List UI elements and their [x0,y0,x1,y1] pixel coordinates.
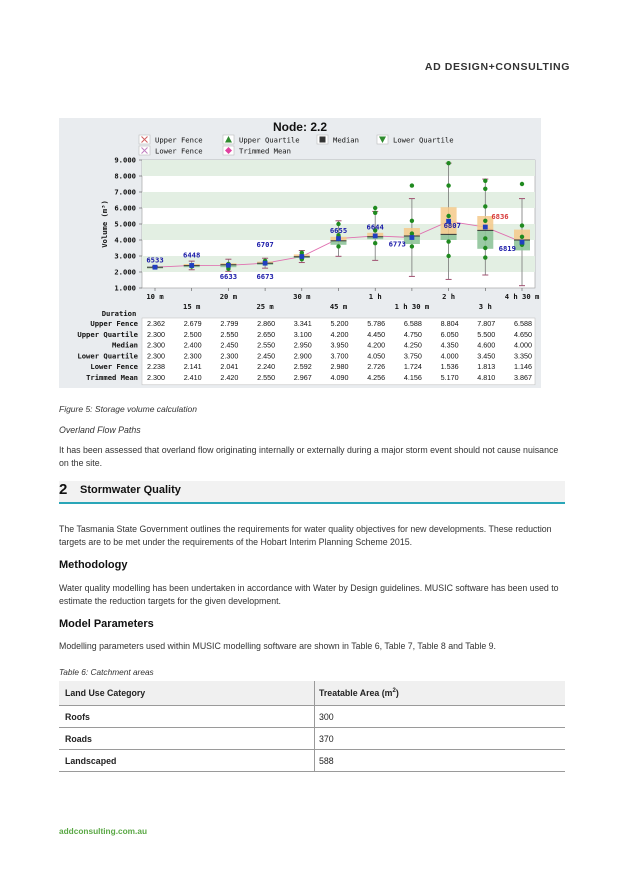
chart-title: Node: 2.2 [272,120,328,134]
data-point [483,236,487,240]
brand-logo: AD DESIGN+CONSULTING [424,61,570,73]
table-cell: 6.050 [440,329,459,339]
table-cell: 2.300 [147,329,165,339]
table-cell: 2.300 [147,340,165,350]
table-cell: 2.041 [220,362,239,372]
table-cell: 2.900 [293,351,312,361]
table-cell: 3.100 [293,329,312,339]
table-caption: Table 6: Catchment areas [59,667,154,677]
table-cell: 2.592 [293,362,312,372]
data-point [373,241,377,245]
table-cell: 2.950 [293,340,312,350]
x-tick-label: 20 m [219,292,238,301]
table-cell: 3.750 [403,351,422,361]
grid-band [142,256,535,272]
table-row-label: Lower Quartile [77,351,138,361]
table-cell: 3.350 [514,351,532,361]
x-axis-label: Duration [101,309,137,318]
point-label: 6644 [366,222,384,232]
table-cell: 4.156 [403,373,422,382]
chart-svg [59,118,541,388]
header-area-text: Treatable Area (m [319,688,393,698]
legend-label: Lower Quartile [393,135,454,145]
trimmed-mean-point [373,234,378,239]
table-cell: 4.000 [514,340,532,350]
grid-band [142,192,535,208]
header-land-use: Land Use Category [59,681,315,706]
row-area: 300 [315,706,566,728]
header-area-end: ) [395,688,399,698]
trimmed-mean-point [153,265,158,270]
table-cell: 2.500 [183,329,202,339]
y-tick-label: 3.000 [114,251,136,261]
table-cell: 2.679 [183,319,202,328]
point-label: 6807 [443,221,461,230]
table-cell: 4.200 [367,340,386,350]
x-tick-label: 1 h 30 m [394,302,430,311]
table-cell: 2.650 [257,329,276,339]
row-category: Roofs [59,706,315,728]
table-cell: 2.550 [257,373,276,382]
table-cell: 7.807 [477,319,496,328]
table-cell: 1.724 [403,362,422,372]
table-cell: 2.300 [220,351,239,361]
table-cell: 3.450 [477,351,496,361]
table-cell: 4.810 [477,373,496,382]
y-axis-label: Volume (m³) [100,200,109,248]
table-row-label: Trimmed Mean [86,373,138,382]
table-cell: 2.799 [220,319,239,328]
trimmed-mean-point [410,235,415,240]
table-cell: 1.146 [514,362,532,372]
table-cell: 6.588 [403,319,422,328]
table-cell: 4.600 [477,340,496,350]
data-point [483,255,487,259]
table-cell: 8.804 [440,319,459,328]
table-cell: 3.341 [293,319,312,328]
table-cell: 4.050 [367,351,386,361]
data-point [410,219,414,223]
trimmed-mean-point [483,225,488,230]
figure-caption: Figure 5: Storage volume calculation [59,404,197,414]
model-params-paragraph: Modelling parameters used within MUSIC modelling software are shown in Table 6, Table 7, Table 8 and Table 9. [59,641,496,651]
table-cell: 5.170 [440,373,459,382]
table-cell: 2.141 [183,362,202,372]
table-cell: 2.550 [257,340,276,350]
y-tick-label: 4.000 [114,235,136,245]
data-point [446,183,450,187]
x-tick-label: 30 m [293,292,311,301]
legend-label: Lower Fence [155,146,203,156]
row-category: Landscaped [59,750,315,772]
data-point [483,219,487,223]
data-point [520,223,524,227]
data-point [410,244,414,248]
x-tick-label: 1 h [368,292,382,301]
table-row-label: Upper Quartile [77,329,138,339]
data-point [446,161,450,165]
footer-url: addconsulting.com.au [59,826,148,836]
point-label: 6655 [329,225,348,235]
table-cell: 3.700 [330,351,349,361]
legend-label: Median [333,135,359,145]
trimmed-mean-point [520,240,525,245]
section-heading [59,481,565,504]
point-label: 6707 [256,240,274,250]
legend-marker [320,137,326,143]
trimmed-mean-point [263,261,268,266]
table-cell: 2.362 [147,319,165,328]
table-cell: 2.240 [257,362,276,372]
legend-label: Upper Fence [155,135,203,145]
storage-volume-chart [59,118,541,388]
legend-label: Trimmed Mean [239,146,291,156]
table-cell: 2.420 [220,373,239,382]
data-point [483,246,487,250]
table-cell: 4.250 [403,340,422,350]
section-title: Stormwater Quality [80,484,181,496]
y-tick-label: 8.000 [114,171,136,181]
table-cell: 5.786 [367,319,386,328]
data-point [483,179,487,183]
point-label: 6448 [183,250,201,260]
table-row [59,750,565,772]
row-area: 370 [315,728,566,750]
header-area-sup: 2 [392,688,396,695]
table-cell: 2.400 [183,340,202,350]
table-cell: 4.350 [440,340,459,350]
y-tick-label: 9.000 [114,155,136,165]
table-cell: 1.536 [440,362,459,372]
data-point [336,244,340,248]
table-cell: 2.300 [147,373,165,382]
model-params-heading: Model Parameters [59,618,154,630]
point-label: 6633 [219,272,238,282]
catchment-table [59,681,565,772]
header-treatable-area [315,681,566,706]
x-tick-label: 45 m [329,302,348,311]
data-point [373,206,377,210]
table-row-label: Upper Fence [90,319,138,328]
section-number: 2 [59,481,68,498]
table-row-label: Median [112,340,138,350]
point-label: 6819 [498,244,516,254]
x-tick-label: 25 m [256,302,274,311]
table-cell: 4.450 [367,329,386,339]
point-label: 6836 [491,212,509,222]
y-tick-label: 1.000 [114,283,136,293]
table-cell: 2.450 [257,351,276,361]
data-point [483,187,487,191]
table-cell: 2.300 [183,351,202,361]
table-header-row [59,681,565,706]
data-point [373,211,377,215]
table-cell: 2.980 [330,362,349,372]
x-tick-label: 3 h [478,302,492,311]
section-intro: The Tasmania State Government outlines the requirements for water quality objectives for new developments. These reduction targets are to be met under the requirements of the Hobart Interim Planning Scheme 2015. [59,524,552,547]
table-row [59,728,565,750]
x-tick-label: 4 h 30 m [504,292,540,301]
x-tick-label: 2 h [442,292,456,301]
y-tick-label: 2.000 [114,267,136,277]
table-cell: 4.256 [367,373,386,382]
table-cell: 4.650 [514,329,532,339]
table-cell: 2.860 [257,319,276,328]
data-point [520,235,524,239]
trimmed-mean-point [336,236,341,241]
trimmed-mean-point [299,254,304,259]
grid-band [142,160,535,176]
table-cell: 2.967 [293,373,312,382]
legend-label: Upper Quartile [239,135,300,145]
data-point [520,182,524,186]
overland-heading: Overland Flow Paths [59,425,141,435]
y-tick-label: 5.000 [114,219,136,229]
table-cell: 2.238 [147,362,165,372]
table-cell: 2.300 [147,351,165,361]
table-cell: 2.450 [220,340,239,350]
table-cell: 1.813 [477,362,496,372]
table-cell: 4.750 [403,329,422,339]
point-label: 6673 [256,272,274,282]
table-cell: 6.588 [514,319,532,328]
table-cell: 4.000 [440,351,459,361]
methodology-paragraph: Water quality modelling has been undertaken in accordance with Water by Design guidelines. MUSIC software has been used to estimate the reduction targets for the given development. [59,583,559,606]
point-label: 6773 [388,239,406,249]
lower-quartile-box [441,234,457,240]
table-cell: 2.726 [367,362,386,372]
data-point [410,183,414,187]
table-cell: 4.200 [330,329,349,339]
table-row [59,706,565,728]
data-point [446,214,450,218]
y-tick-label: 6.000 [114,203,136,213]
table-cell: 5.200 [330,319,349,328]
data-point [446,254,450,258]
table-cell: 5.500 [477,329,496,339]
table-row-label: Lower Fence [90,362,138,372]
table-cell: 3.950 [330,340,349,350]
data-point [483,204,487,208]
trimmed-mean-point [189,263,194,268]
methodology-heading: Methodology [59,559,128,571]
y-tick-label: 7.000 [114,187,136,197]
overland-paragraph: It has been assessed that overland flow originating internally or externally during a major storm event should not cause nuisance on the site. [59,445,559,468]
row-area: 588 [315,750,566,772]
table-cell: 2.410 [183,373,202,382]
table-cell: 2.550 [220,329,239,339]
table-cell: 4.090 [330,373,349,382]
table-cell: 3.867 [514,373,532,382]
x-tick-label: 10 m [146,292,164,301]
x-tick-label: 15 m [183,302,201,311]
point-label: 6533 [146,255,164,265]
data-point [446,239,450,243]
trimmed-mean-point [226,263,231,268]
row-category: Roads [59,728,315,750]
